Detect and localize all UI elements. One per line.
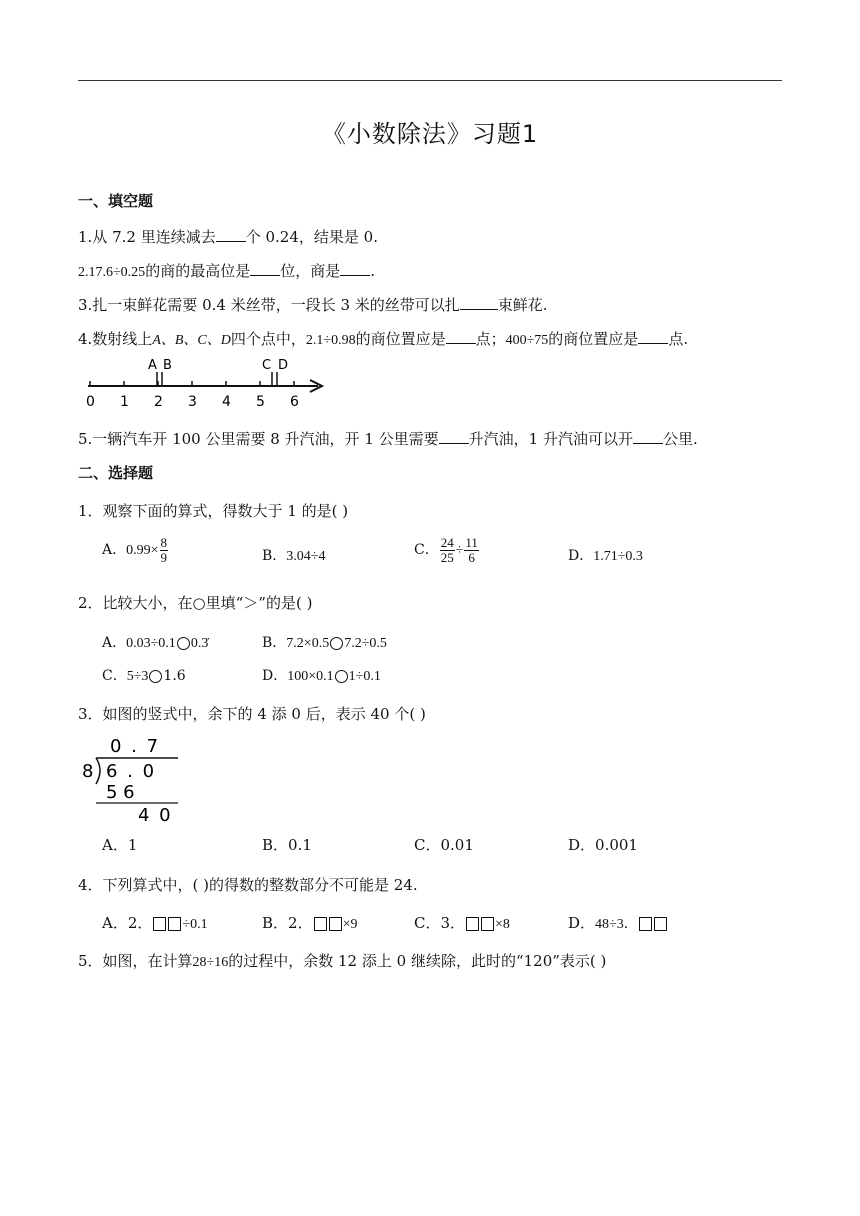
c2-option-c[interactable] [102, 665, 186, 685]
q2-text-a: 的商的最高位是 [145, 262, 251, 280]
option-label: A． [102, 542, 127, 559]
division-divisor: 8 [82, 761, 94, 782]
q4-text-d: 点； [475, 330, 506, 348]
section-heading-choice: 二、选择题 [78, 464, 154, 482]
digit-box-icon [481, 917, 494, 931]
c3-option-b[interactable]: B．0.1 [262, 836, 312, 854]
q5-text-a: 5.一辆汽车开 100 公里需要 8 升汽油，开 1 公里需要 [78, 430, 439, 448]
q4-expr-2: 400÷75 [505, 333, 549, 348]
fraction [464, 536, 479, 564]
c3-option-d[interactable]: D．0.001 [568, 836, 638, 854]
c4-option-d[interactable] [568, 912, 668, 933]
option-label: B． [262, 548, 287, 564]
c4-option-b[interactable] [262, 912, 357, 933]
digit-box-icon [639, 917, 652, 931]
division-quotient: 0 . 7 [110, 736, 161, 757]
option-label: D． [568, 548, 594, 564]
option-expr: 3.04÷4 [286, 549, 326, 564]
number-line-tick-label: 5 [256, 394, 265, 410]
division-product: 5 6 [106, 782, 135, 803]
c2-option-b[interactable] [262, 632, 387, 652]
fraction-numerator: 24 [440, 535, 454, 550]
mark-label-d: D [278, 358, 289, 373]
answer-blank[interactable] [446, 329, 476, 344]
q5-text-c: 公里. [662, 430, 698, 448]
q4-points: A、B、C、D [152, 333, 231, 348]
c3-stem: 3．如图的竖式中，余下的 4 添 0 后，表示 40 个 [78, 705, 410, 723]
option-expr: 0.99× [126, 543, 159, 559]
choice-question-4 [78, 874, 418, 895]
c1-stem: 1．观察下面的算式，得数大于 1 的是 [78, 502, 332, 520]
digit-box-icon [654, 917, 667, 931]
option-tail: ×9 [342, 917, 358, 932]
option-label: C． [414, 542, 439, 559]
choice-question-1 [78, 500, 348, 521]
division-remainder: 4 0 [138, 805, 173, 826]
option-right: 7.2÷0.5 [344, 636, 387, 651]
fraction [440, 536, 455, 564]
option-label: A．2． [102, 914, 153, 932]
q4-text-c: 的商位置应是 [355, 330, 446, 348]
c1-option-c[interactable] [414, 536, 480, 564]
fill-question-1 [78, 226, 378, 247]
number-line-tick-label: 0 [86, 394, 95, 410]
c4-stem-a: 4．下列算式中， [78, 876, 193, 894]
answer-paren[interactable]: ( ) [295, 594, 313, 612]
option-label: C． [102, 668, 127, 684]
answer-blank[interactable] [250, 261, 280, 276]
division-bracket [96, 758, 100, 784]
c5-expr: 28÷16 [192, 955, 229, 970]
number-line-tick-label: 4 [222, 394, 231, 410]
fraction-numerator: 11 [465, 535, 478, 550]
operator: ÷ [455, 543, 464, 559]
q4-text-b: 四个点中， [230, 330, 306, 348]
header-rule [78, 80, 782, 81]
compare-circle-icon [149, 670, 162, 683]
q3-text-b: 束鲜花. [497, 296, 548, 314]
answer-blank[interactable] [460, 295, 498, 310]
option-right: 1.6 [163, 668, 186, 684]
fraction-denominator: 6 [468, 549, 475, 565]
answer-paren[interactable]: ( ) [331, 502, 349, 520]
c3-option-a[interactable]: A．1 [102, 836, 138, 854]
answer-paren[interactable]: ( ) [589, 952, 607, 970]
number-line-tick-label: 3 [188, 394, 197, 410]
c4-option-a[interactable] [102, 912, 208, 933]
option-left: 100×0.1 [287, 669, 334, 684]
option-left: 0.03÷0.1 [126, 636, 176, 651]
digit-box-icon [314, 917, 327, 931]
option-tail: ×8 [495, 917, 510, 932]
c4-option-c[interactable] [414, 912, 510, 933]
q2-text-c: . [370, 262, 375, 280]
q2-text-b: 位，商是 [280, 262, 341, 280]
mark-label-a: A [148, 358, 157, 373]
option-right: 1÷0.1 [348, 669, 381, 684]
mark-label-c: C [262, 358, 272, 373]
digit-box-icon [153, 917, 166, 931]
q1-text-b: 个 0.24，结果是 0. [245, 228, 378, 246]
c2-stem: 2．比较大小，在○里填“＞”的是 [78, 594, 296, 612]
option-label: D． [262, 668, 288, 684]
option-expr: 1.71÷0.3 [593, 549, 643, 564]
option-label: D． [568, 914, 596, 932]
answer-paren[interactable]: ( ) [409, 705, 426, 723]
option-expr: 48÷3． [595, 917, 638, 932]
fraction [160, 536, 169, 564]
answer-blank[interactable] [340, 261, 370, 276]
option-label: A． [102, 635, 127, 651]
mark-label-b: B [163, 358, 172, 373]
q2-expr: 2.17.6÷0.25 [78, 265, 146, 280]
choice-question-5 [78, 950, 606, 971]
fraction-denominator: 9 [160, 549, 168, 565]
digit-box-icon [168, 917, 181, 931]
choice-question-3 [78, 703, 426, 724]
compare-circle-icon [177, 637, 190, 650]
long-division-figure [80, 732, 190, 826]
option-label: B．2． [262, 914, 313, 932]
number-line-tick-label: 2 [154, 394, 163, 410]
compare-circle-icon [330, 637, 343, 650]
fill-question-2 [78, 260, 375, 281]
fraction-numerator: 8 [160, 535, 168, 550]
page-title: 《小数除法》习题1 [321, 120, 539, 148]
option-right: 0.3̇ [190, 636, 209, 651]
q4-text-f: 点. [668, 330, 689, 348]
answer-blank[interactable] [439, 429, 469, 444]
division-dividend: 6 . 0 [106, 761, 157, 782]
option-label: B． [262, 635, 287, 651]
option-left: 7.2×0.5 [286, 636, 330, 651]
digit-box-icon [329, 917, 342, 931]
c5-text-b: 的过程中，余数 12 添上 0 继续除，此时的“120”表示 [228, 952, 590, 970]
c3-option-c[interactable]: C．0.01 [414, 836, 474, 854]
option-label: C．3． [414, 914, 466, 932]
q4-text-a: 4.数射线上 [78, 330, 153, 348]
q3-text-a: 3.扎一束鲜花需要 0.4 米丝带，一段长 3 米的丝带可以扎 [78, 296, 460, 314]
section-heading-fill: 一、填空题 [78, 192, 154, 210]
c1-option-d[interactable] [568, 545, 643, 565]
q1-text-a: 1.从 7.2 里连续减去 [78, 228, 216, 246]
number-line [82, 354, 332, 410]
fill-question-5 [78, 428, 698, 449]
fill-question-4 [78, 328, 688, 349]
answer-blank[interactable] [216, 227, 246, 242]
answer-paren[interactable]: ( ) [192, 876, 210, 894]
c2-option-d[interactable] [262, 665, 381, 685]
fill-question-3 [78, 294, 548, 315]
c4-stem-b: 的得数的整数部分不可能是 24. [209, 876, 418, 894]
c1-option-a[interactable] [102, 536, 169, 564]
answer-blank[interactable] [633, 429, 663, 444]
q5-text-b: 升汽油，1 升汽油可以开 [468, 430, 633, 448]
number-line-tick-label: 1 [120, 394, 129, 410]
option-left: 5÷3 [126, 669, 149, 684]
q4-text-e: 的商位置应是 [548, 330, 639, 348]
compare-circle-icon [335, 670, 348, 683]
number-line-tick-label: 6 [290, 394, 299, 410]
c5-text-a: 5．如图，在计算 [78, 952, 193, 970]
fraction-denominator: 25 [440, 549, 454, 565]
option-tail: ÷0.1 [182, 917, 208, 932]
q4-expr-1: 2.1÷0.98 [305, 333, 356, 348]
digit-box-icon [466, 917, 479, 931]
answer-blank[interactable] [638, 329, 668, 344]
c1-option-b[interactable] [262, 545, 325, 565]
c2-option-a[interactable] [102, 632, 208, 652]
choice-question-2 [78, 592, 312, 613]
